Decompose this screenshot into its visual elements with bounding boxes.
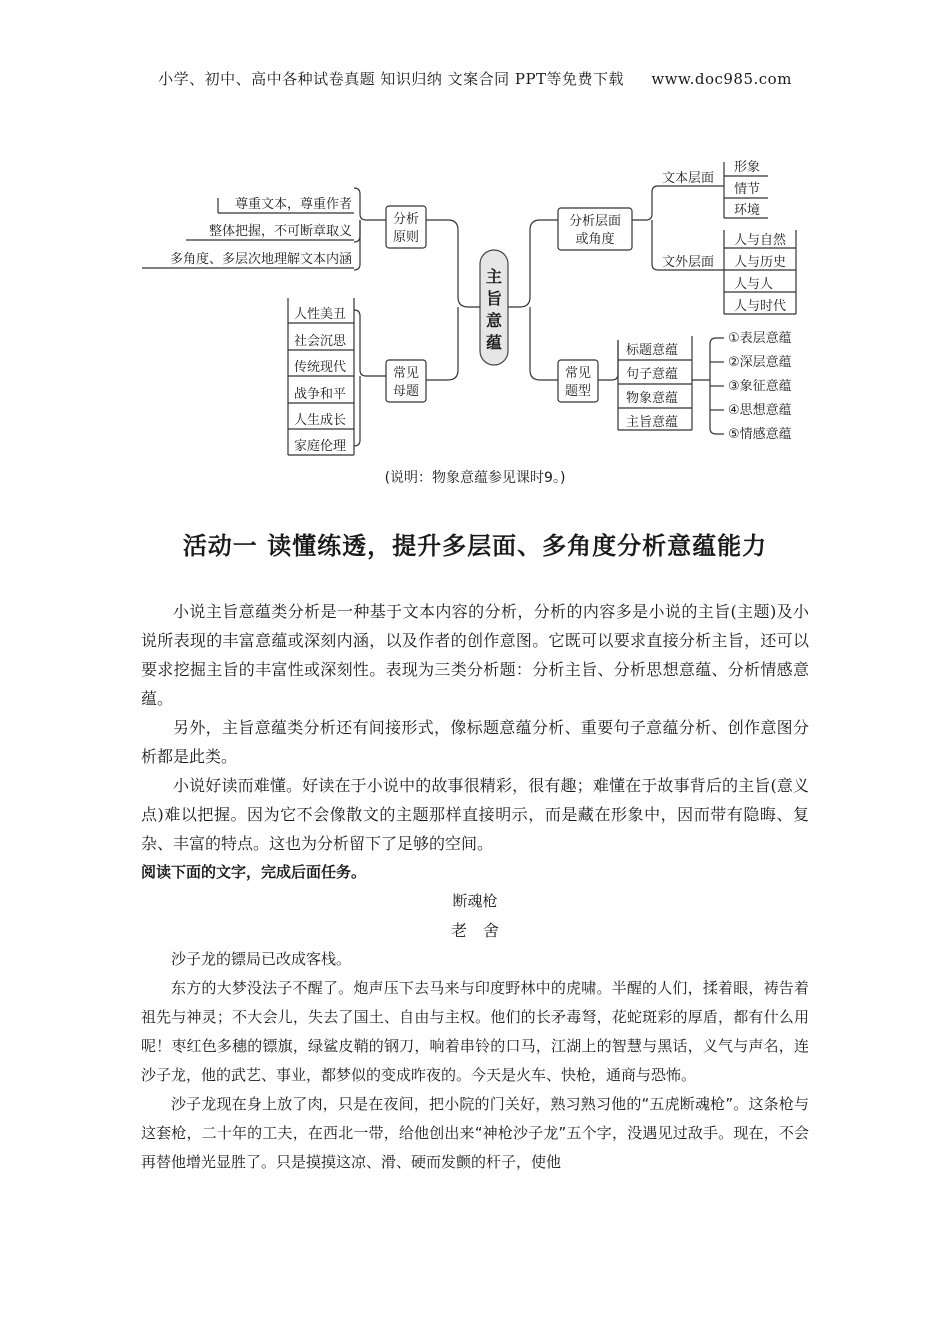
question-type-item: 句子意蕴 (626, 367, 679, 382)
text-level-label: 文本层面 (661, 171, 715, 186)
paragraph: 另外，主旨意蕴类分析还有间接形式，像标题意蕴分析、重要句子意蕴分析、创作意图分析都是此类。 (141, 718, 809, 766)
mind-map (0, 140, 950, 465)
analysis-principle-label: 分析 (392, 212, 420, 227)
meaning-level-item: ④思想意蕴 (728, 403, 792, 418)
center-char: 旨 (485, 289, 503, 308)
analysis-principle-label: 原则 (392, 230, 420, 245)
common-themes-label: 母题 (392, 384, 420, 399)
common-themes-label: 常见 (392, 366, 420, 381)
story-author: 老 舍 (450, 921, 499, 940)
question-type-item: 标题意蕴 (626, 343, 679, 358)
text-level-item: 形象 (734, 160, 761, 175)
meaning-level-item: ①表层意蕴 (728, 331, 792, 346)
outer-level-label: 文外层面 (661, 255, 715, 270)
theme-item: 人性美丑 (293, 307, 347, 322)
story-paragraph: 沙子龙现在身上放了肉，只是在夜间，把小院的门关好，熟习熟习他的“五虎断魂枪”。这条枪与这套枪，二十年的工夫，在西北一带，给他创出来“神枪沙子龙”五个字，没遇见过敌手。现在，不会再替他增光显胜了。只是摸摸这凉、滑、硬而发颤的杆子，使他 (141, 1095, 809, 1171)
paragraph: 小说主旨意蕴类分析是一种基于文本内容的分析，分析的内容多是小说的主旨(主题)及小说所表现的丰富意蕴或深刻内涵，以及作者的创作意图。它既可以要求直接分析主旨，还可以要求挖掘主旨的丰富性或深刻性。表现为三类分析题：分析主旨、分析思想意蕴、分析情感意蕴。 (141, 602, 809, 708)
principle-item: 尊重文本，尊重作者 (234, 197, 352, 212)
instruction: 阅读下面的文字，完成后面任务。 (141, 863, 367, 881)
center-char: 意 (485, 311, 503, 330)
analysis-levels-label: 或角度 (575, 232, 615, 247)
outer-level-item: 人与自然 (734, 233, 787, 248)
story-paragraph: 沙子龙的镖局已改成客栈。 (171, 950, 352, 968)
meaning-level-item: ②深层意蕴 (728, 355, 792, 370)
meaning-level-item: ⑤情感意蕴 (728, 427, 792, 442)
header-text: 小学、初中、高中各种试卷真题 知识归纳 文案合同 PPT等免费下载 (158, 70, 625, 88)
question-type-item: 主旨意蕴 (626, 415, 679, 430)
section-title: 活动一 读懂练透，提升多层面、多角度分析意蕴能力 (182, 532, 768, 560)
center-char: 主 (485, 267, 503, 286)
analysis-levels-label: 分析层面 (568, 214, 622, 229)
center-char: 蕴 (485, 333, 503, 352)
theme-item: 传统现代 (293, 360, 347, 375)
principle-item: 整体把握，不可断章取义 (208, 224, 352, 239)
theme-item: 家庭伦理 (293, 439, 347, 454)
story-title: 断魂枪 (452, 892, 498, 910)
question-types-label: 常见 (564, 366, 592, 381)
meaning-level-item: ③象征意蕴 (728, 379, 792, 394)
outer-level-item: 人与时代 (734, 299, 787, 314)
story-paragraph: 东方的大梦没法子不醒了。炮声压下去马来与印度野林中的虎啸。半醒的人们，揉着眼，祷告着祖先与神灵；不大会儿，失去了国土、自由与主权。他们的长矛毒弩，花蛇斑彩的厚盾，都有什么用呢！枣红色多穗的镖旗，绿鲨皮鞘的钢刀，响着串铃的口马，江湖上的智慧与黑话，义气与声名，连沙子龙，他的武艺、事业，都梦似的变成昨夜的。今天是火车、快枪，通商与恐怖。 (141, 979, 809, 1084)
page-header (0, 68, 950, 89)
text-level-item: 情节 (734, 182, 761, 197)
text-level-item: 环境 (734, 203, 761, 218)
theme-item: 社会沉思 (293, 334, 347, 349)
outer-level-item: 人与历史 (734, 255, 787, 270)
paragraph: 小说好读而难懂。好读在于小说中的故事很精彩，很有趣；难懂在于故事背后的主旨(意义点)难以把握。因为它不会像散文的主题那样直接明示，而是藏在形象中，因而带有隐晦、复杂、丰富的特点。这也为分析留下了足够的空间。 (141, 776, 809, 853)
body-text (141, 597, 809, 1177)
theme-item: 人生成长 (293, 413, 347, 428)
question-types-label: 题型 (564, 384, 592, 399)
header-site: www.doc985.com (651, 70, 792, 88)
outer-level-item: 人与人 (734, 277, 774, 292)
principle-item: 多角度、多层次地理解文本内涵 (169, 252, 352, 267)
question-type-item: 物象意蕴 (626, 391, 679, 406)
mindmap-caption: (说明：物象意蕴参见课时9。) (384, 470, 566, 486)
theme-item: 战争和平 (293, 387, 347, 402)
